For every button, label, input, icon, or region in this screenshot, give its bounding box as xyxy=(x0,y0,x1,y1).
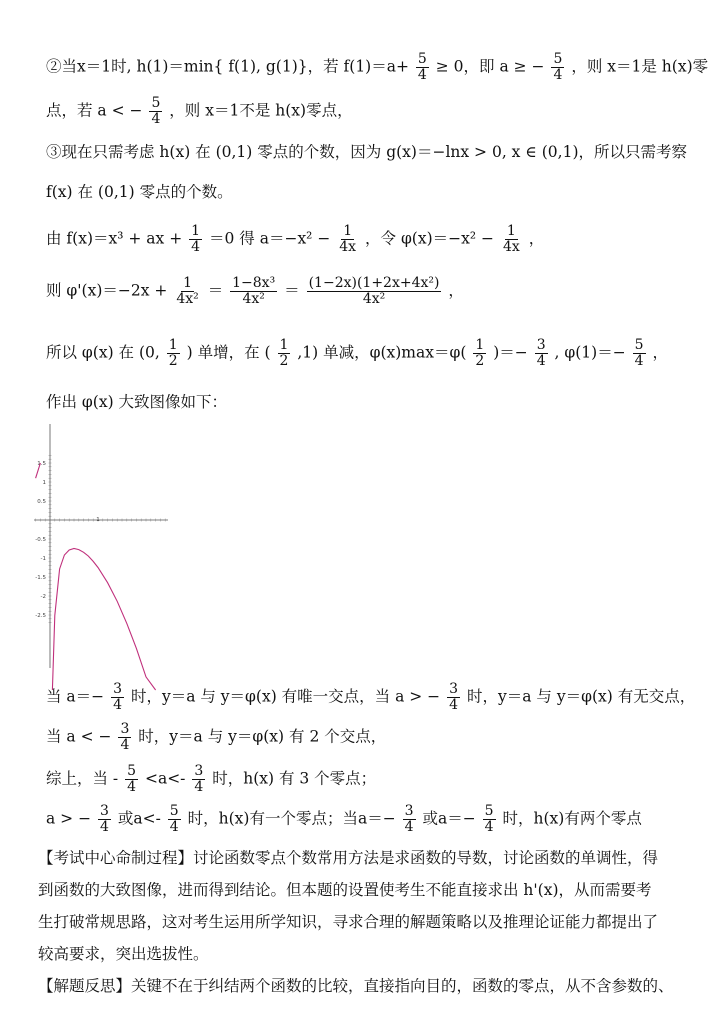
paragraph-case-3-cont xyxy=(46,182,233,202)
summary-line-2: a > − $\frac{3}{4}$ 或a<- $\frac{5}{4}$ 时，h(x)有一个零点；当a＝− $\frac{3}{4}$ 或a＝− $\frac{5}{4}$ 时，h(x)有两个零点 xyxy=(46,803,642,835)
y-tick-label: -2.5 xyxy=(35,613,46,619)
y-tick-label: -1.5 xyxy=(35,575,46,581)
fraction: $\frac{\text{1−8x³}}{\text{4x²}}$ xyxy=(232,275,276,307)
fraction: $\frac{5}{4}$ xyxy=(634,337,644,369)
commentary-line-1: 【考试中心命制过程】讨论函数零点个数常用方法是求函数的导数，讨论函数的单调性，得 xyxy=(38,849,659,867)
paragraph-case-2-cont xyxy=(46,96,353,127)
fraction: $\frac{5}{4}$ xyxy=(484,803,494,835)
fraction: $\frac{5}{4}$ xyxy=(417,51,427,83)
text: ③现在只需考虑 h(x) 在 (0,1) 零点的个数，因为 g(x)＝−lnx > 0, x ∈ (0,1)，所以只需考察 xyxy=(46,143,687,161)
fraction: $\frac{3}{4}$ xyxy=(113,681,123,713)
fraction: $\frac{3}{4}$ xyxy=(100,803,109,835)
y-tick-label: 0.5 xyxy=(37,499,46,505)
commentary-line-3: 生打破常规思路，这对考生运用所学知识，寻求合理的解题策略以及推理论证能力都提出了 xyxy=(38,913,659,931)
phi-graph xyxy=(32,420,172,670)
fraction: $\frac{1}{2}$ xyxy=(279,337,289,369)
equation-phi-def: 由 f(x)＝x³ + ax + $\frac{1}{4}$ ＝0 得 a＝−x² − $\frac{1}{4x}$ ，令 φ(x)＝−x² − $\frac{1}{4x}$ ， xyxy=(46,223,545,255)
fraction: $\frac{\text{(1−2x)(1+2x+4x²)}}{\text{4x²}}$ xyxy=(308,275,440,307)
equation-monotonicity: 所以 φ(x) 在 (0, $\frac{1}{2}$ ) 单增，在 ( $\frac{1}{2}$ ,1) 单减，φ(x)max＝φ( $\frac{1}{2}$ )＝− $\frac{3}{4}$ , φ(1)＝− $\frac{5}{4}$ ， xyxy=(46,337,669,369)
text: ，则 x＝1是 h(x)零 xyxy=(571,57,708,76)
fraction: $\frac{3}{4}$ xyxy=(536,337,546,369)
paragraph-case-3 xyxy=(46,142,687,162)
commentary-line-4: 较高要求，突出选拔性。 xyxy=(38,945,209,963)
text: f(x) 在 (0,1) 零点的个数。 xyxy=(46,183,233,201)
x-tick-label: 1 xyxy=(96,517,100,523)
conclusion-line-2: 当 a < − $\frac{3}{4}$ 时，y＝a 与 y＝φ(x) 有 2 个交点， xyxy=(46,721,387,753)
text: ②当x＝1时, h(1)＝min{ f(1), g(1)}，若 f(1)＝a+ xyxy=(46,57,409,76)
y-tick-label: -1 xyxy=(40,556,46,562)
fraction: $\frac{1}{4x}$ xyxy=(339,223,357,255)
fraction: $\frac{3}{4}$ xyxy=(120,721,130,753)
fraction: $\frac{1}{\text{4x²}}$ xyxy=(176,275,199,307)
text: ，则 x＝1不是 h(x)零点， xyxy=(169,101,353,120)
reflection-line-1: 【解题反思】关键不在于纠结两个函数的比较，直接指向目的，函数的零点，从不含参数的、 xyxy=(38,977,674,995)
graph-caption: 作出 φ(x) 大致图像如下： xyxy=(46,393,228,411)
text: 点，若 a < − xyxy=(46,101,143,120)
fraction: $\frac{3}{4}$ xyxy=(404,803,414,835)
conclusion-line-1: 当 a＝− $\frac{3}{4}$ 时，y＝a 与 y＝φ(x) 有唯一交点，当 a > − $\frac{3}{4}$ 时，y＝a 与 y＝φ(x) 有无交点， xyxy=(46,681,696,713)
equation-phi-derivative: 则 φ'(x)＝−2x + $\frac{1}{\text{4x²}}$ ＝ $\frac{\text{1−8x³}}{\text{4x²}}$ ＝ $\frac{\text{(1−2x)(1+2x+4x²)}}{\text{4x²}}$ ， xyxy=(46,275,464,307)
series-phi xyxy=(52,549,155,691)
y-tick-label: 1.5 xyxy=(37,461,46,467)
text: ≥ 0，即 a ≥ − xyxy=(435,57,545,76)
fraction: $\frac{5}{4}$ xyxy=(553,51,563,83)
fraction: $\frac{1}{4x}$ xyxy=(502,223,520,255)
fraction: $\frac{3}{4}$ xyxy=(194,763,204,795)
y-tick-label: -2 xyxy=(40,594,46,600)
summary-line-1: 综上，当 - $\frac{5}{4}$ <a<- $\frac{3}{4}$ 时，h(x) 有 3 个零点； xyxy=(46,763,377,795)
paragraph-case-2 xyxy=(46,52,708,83)
y-tick-label: 1 xyxy=(42,480,46,486)
fraction: $\frac{3}{4}$ xyxy=(449,681,459,713)
fraction: $\frac{1}{4}$ xyxy=(191,223,201,255)
fraction: $\frac{1}{2}$ xyxy=(168,337,178,369)
fraction: $\frac{5}{4}$ xyxy=(169,803,179,835)
y-tick-label: -0.5 xyxy=(35,537,46,543)
fraction: $\frac{5}{4}$ xyxy=(127,763,137,795)
fraction: $\frac{1}{2}$ xyxy=(475,337,485,369)
commentary-line-2: 到函数的大致图像，进而得到结论。但本题的设置使考生不能直接求出 h'(x)，从而需要考 xyxy=(38,881,652,899)
fraction: $\frac{5}{4}$ xyxy=(151,95,161,127)
